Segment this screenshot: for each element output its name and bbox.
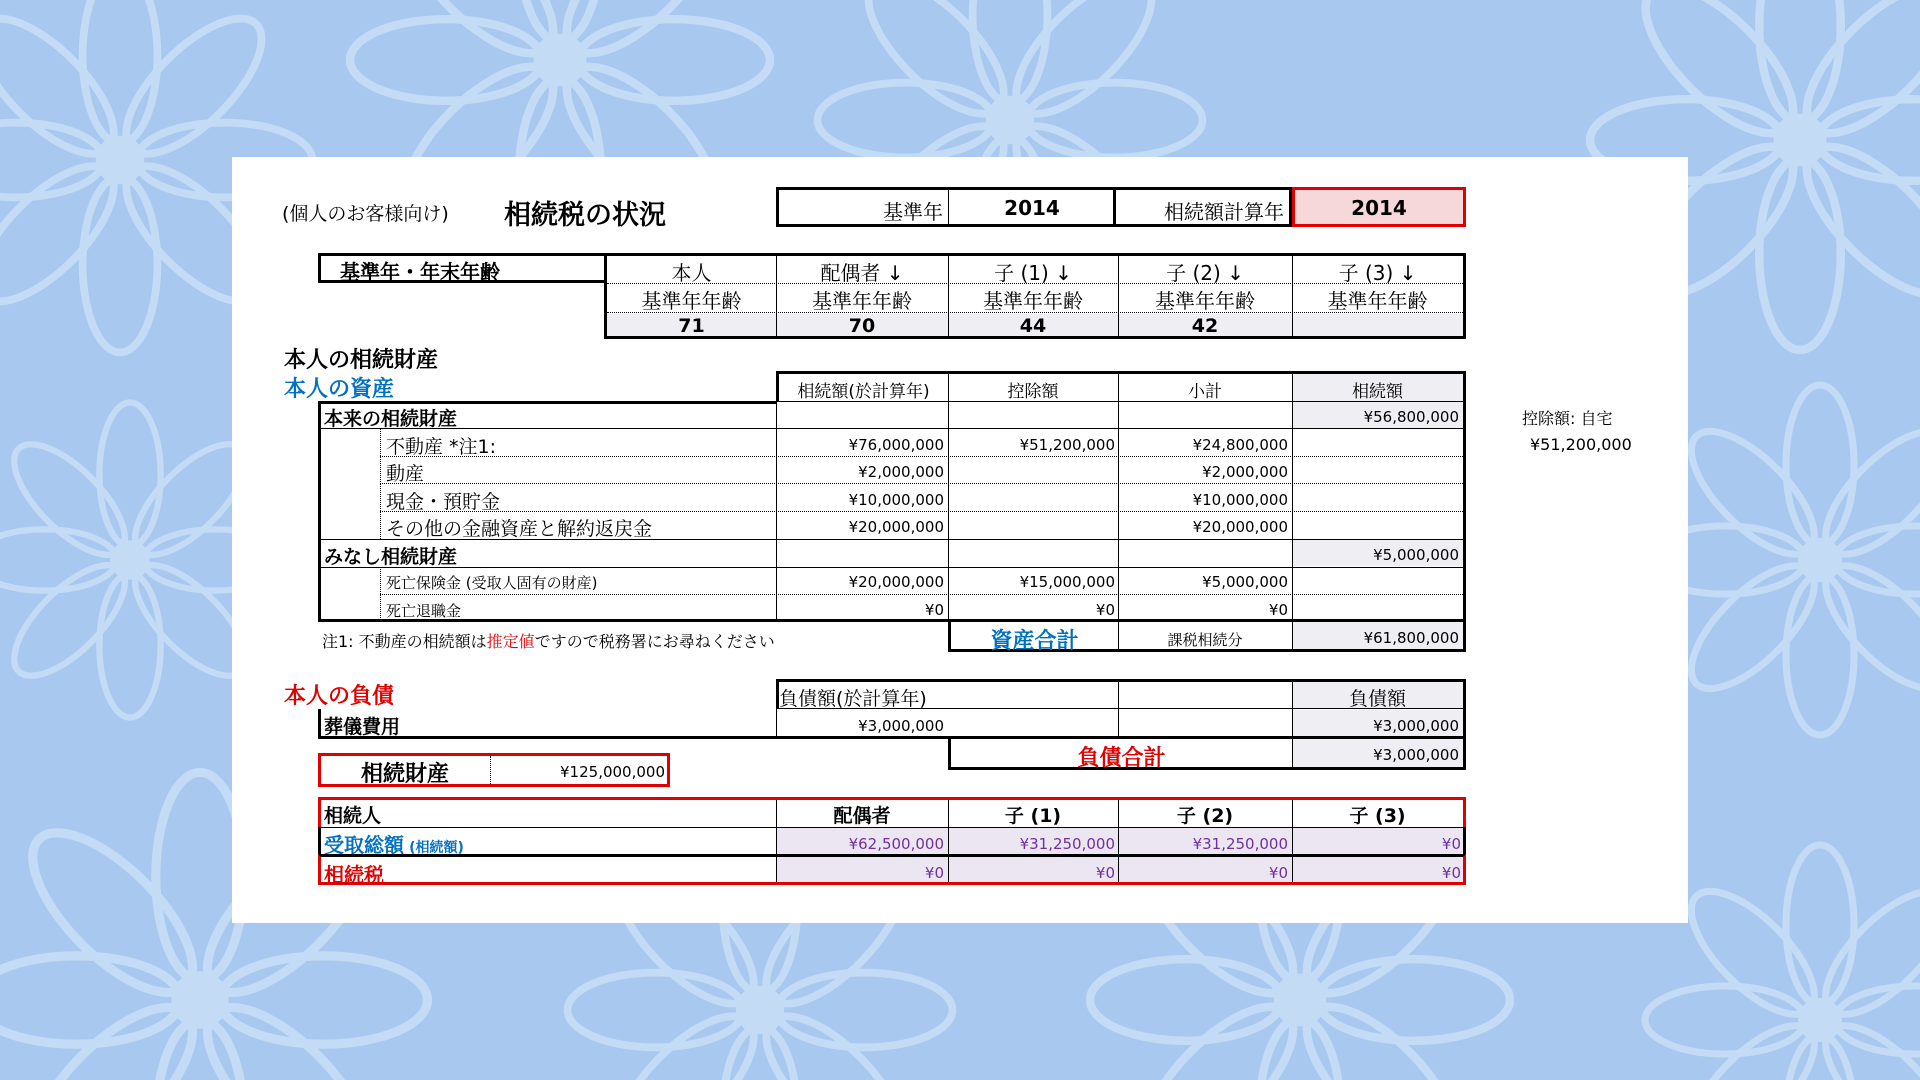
row-subtotal-cash: ¥10,000,000 — [1192, 491, 1288, 509]
tax-child3: ¥0 — [1441, 864, 1461, 882]
row-deduction-retirement[interactable]: ¥0 — [1095, 601, 1115, 619]
base-year-label: 基準年 — [883, 200, 943, 224]
asset-total-value: ¥61,800,000 — [1363, 629, 1459, 647]
heir-col-child2: 子 (2) — [1176, 805, 1234, 827]
row-subtotal-retirement: ¥0 — [1268, 601, 1288, 619]
calc-year-value: 2014 — [1351, 196, 1407, 220]
age-sub-child1: 基準年年齢 — [983, 289, 1083, 313]
row-deduction-insurance[interactable]: ¥15,000,000 — [1019, 573, 1115, 591]
age-value-spouse[interactable]: 70 — [848, 315, 876, 337]
net-estate-value: ¥125,000,000 — [560, 763, 665, 781]
spreadsheet-sheet — [232, 157, 1688, 923]
row-subtotal-realestate: ¥24,800,000 — [1192, 436, 1288, 454]
net-estate-label: 相続財産 — [360, 762, 449, 787]
heirs-label: 相続人 — [324, 805, 382, 827]
row-amount-insurance[interactable]: ¥20,000,000 — [848, 573, 944, 591]
row-label-retirement: 死亡退職金 — [386, 602, 462, 620]
row-amount-financial[interactable]: ¥20,000,000 — [848, 518, 944, 536]
received-spouse: ¥62,500,000 — [848, 835, 944, 853]
row-subtotal-movables: ¥2,000,000 — [1202, 463, 1288, 481]
row-deduction-realestate[interactable]: ¥51,200,000 — [1019, 436, 1115, 454]
age-sub-self: 基準年年齢 — [641, 289, 742, 313]
heir-col-child1: 子 (1) — [1004, 805, 1062, 827]
age-sub-child2: 基準年年齢 — [1155, 289, 1255, 313]
row-label-realestate: 不動産 *注1: — [386, 436, 497, 458]
title-prefix: (個人のお客様向け) — [282, 203, 449, 225]
row-amount-realestate[interactable]: ¥76,000,000 — [848, 436, 944, 454]
tax-label: 相続税 — [324, 863, 384, 887]
tax-spouse: ¥0 — [924, 864, 944, 882]
received-child1: ¥31,250,000 — [1019, 835, 1115, 853]
row-amount-cash[interactable]: ¥10,000,000 — [848, 491, 944, 509]
main-estate-total: ¥56,800,000 — [1363, 408, 1459, 426]
deemed-estate-label: みなし相続財産 — [324, 546, 458, 568]
row-label-cash: 現金・預貯金 — [386, 491, 501, 513]
funeral-amount[interactable]: ¥3,000,000 — [858, 717, 944, 735]
row-subtotal-insurance: ¥5,000,000 — [1202, 573, 1288, 591]
side-note-label: 控除額: 自宅 — [1522, 409, 1613, 428]
tax-child2: ¥0 — [1268, 864, 1288, 882]
liabilities-header-amount: 負債額(於計算年) — [779, 688, 927, 710]
liabilities-title: 本人の負債 — [284, 684, 395, 709]
row-label-insurance: 死亡保険金 (受取人固有の財産) — [386, 574, 598, 592]
main-estate-label: 本来の相続財産 — [324, 408, 458, 430]
age-value-self[interactable]: 71 — [678, 315, 705, 337]
calc-year-label: 相続額計算年 — [1164, 200, 1284, 224]
age-sub-child3: 基準年年齢 — [1327, 289, 1428, 313]
funeral-total: ¥3,000,000 — [1373, 717, 1459, 735]
base-year-value[interactable]: 2014 — [1004, 196, 1060, 220]
received-label: 受取総額 — [324, 833, 404, 857]
age-value-child2[interactable]: 42 — [1191, 315, 1219, 337]
assets-header-inherited: 相続額 — [1352, 382, 1403, 402]
row-amount-movables[interactable]: ¥2,000,000 — [858, 463, 944, 481]
side-note-value: ¥51,200,000 — [1530, 435, 1632, 454]
estimate-note: 注1: 不動産の相続額は推定値ですので税務署にお尋ねください — [322, 632, 775, 651]
age-row-label: 基準年・年末年齢 — [340, 260, 500, 284]
row-label-movables: 動産 — [386, 463, 425, 485]
heir-col-spouse: 配偶者 — [833, 805, 891, 827]
assets-header-deduction: 控除額 — [1007, 382, 1059, 402]
age-value-child1[interactable]: 44 — [1019, 315, 1047, 337]
received-child2: ¥31,250,000 — [1192, 835, 1288, 853]
liability-total-value: ¥3,000,000 — [1373, 746, 1459, 764]
age-col-child2: 子 (2) ↓ — [1166, 261, 1244, 285]
received-child3: ¥0 — [1441, 835, 1461, 853]
received-sublabel: (相続額) — [409, 840, 464, 856]
assets-header-subtotal: 小計 — [1188, 382, 1222, 402]
asset-total-label: 資産合計 — [990, 629, 1079, 654]
liability-total-label: 負債合計 — [1077, 746, 1166, 771]
age-col-child3: 子 (3) ↓ — [1338, 261, 1417, 285]
tax-child1: ¥0 — [1095, 864, 1115, 882]
estate-section-title: 本人の相続財産 — [284, 348, 439, 373]
row-amount-retirement[interactable]: ¥0 — [924, 601, 944, 619]
age-col-self: 本人 — [671, 261, 712, 285]
deemed-estate-total: ¥5,000,000 — [1373, 546, 1459, 564]
row-label-financial: その他の金融資産と解約返戻金 — [386, 518, 653, 540]
liabilities-header-total: 負債額 — [1348, 688, 1406, 710]
heir-col-child3: 子 (3) — [1349, 805, 1406, 827]
age-col-spouse: 配偶者 ↓ — [820, 261, 904, 285]
age-sub-spouse: 基準年年齢 — [812, 289, 912, 313]
taxable-label: 課税相続分 — [1167, 631, 1243, 649]
funeral-label: 葬儀費用 — [324, 716, 401, 738]
row-subtotal-financial: ¥20,000,000 — [1192, 518, 1288, 536]
assets-title: 本人の資産 — [284, 377, 395, 402]
received-label-group — [324, 829, 464, 858]
page-title: 相続税の状況 — [504, 200, 666, 231]
assets-header-amount: 相続額(於計算年) — [797, 382, 930, 402]
age-col-child1: 子 (1) ↓ — [994, 261, 1072, 285]
